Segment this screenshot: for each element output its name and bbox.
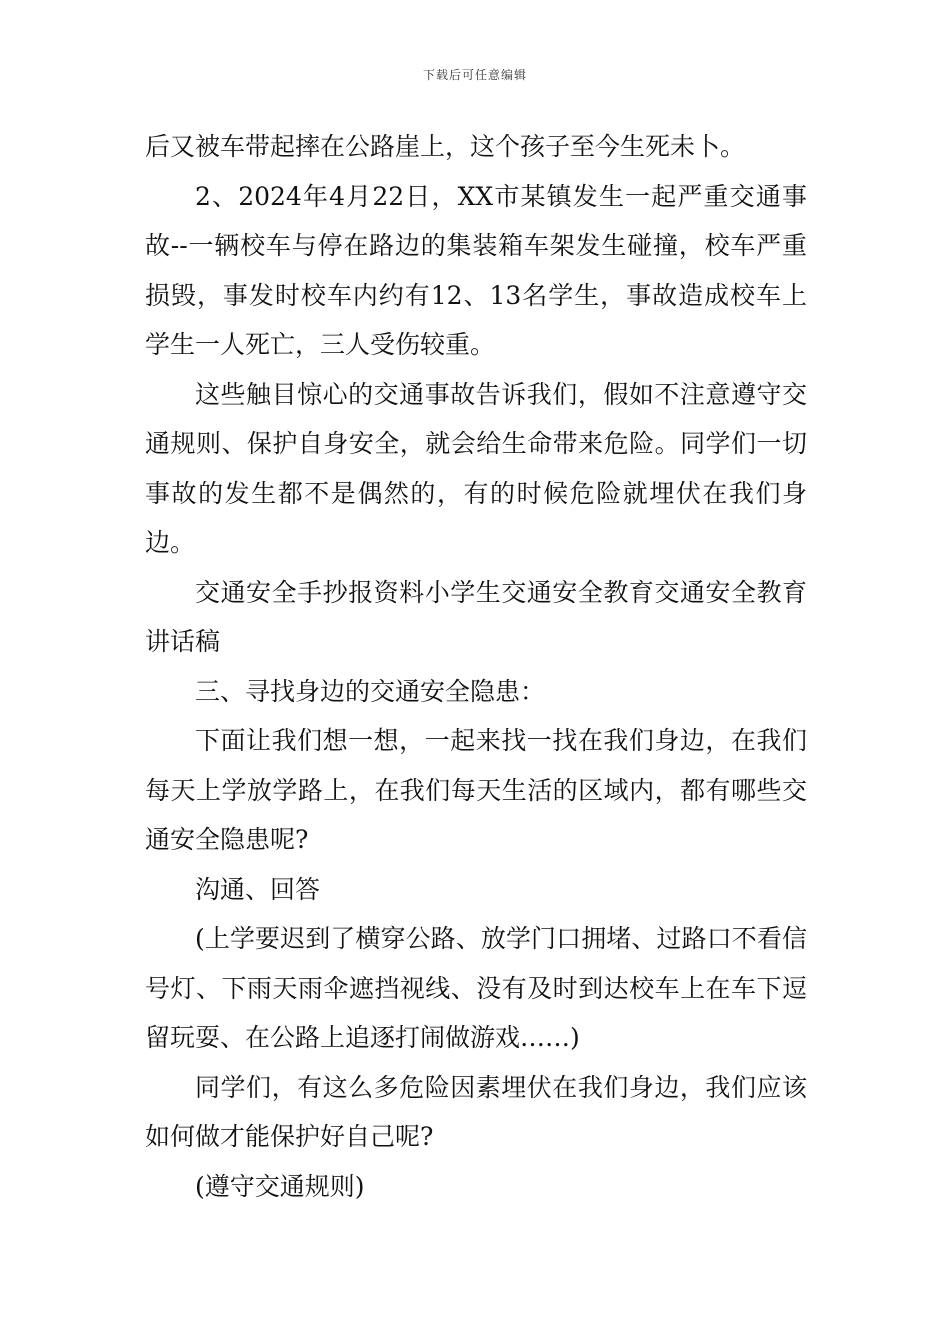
paragraph-hazards-list: (上学要迟到了横穿公路、放学门口拥堵、过路口不看信号灯、下雨天雨伞遮挡视线、没有及时到达校车上在车下逗留玩耍、在公路上追逐打闹做游戏……) [145,924,807,1052]
paragraph-protect-question: 同学们，有这么多危险因素埋伏在我们身边，我们应该如何做才能保护好自己呢? [145,1072,807,1151]
section-heading-3: 三、寻找身边的交通安全隐患： [195,676,546,706]
paragraph-answer: (遵守交通规则) [195,1171,365,1201]
paragraph-warning: 这些触目惊心的交通事故告诉我们，假如不注意遵守交通规则、保护自身安全，就会给生命带来危险。同学们一切事故的发生都不是偶然的，有的时候危险就埋伏在我们身边。 [145,379,807,557]
paragraph-continuation: 后又被车带起摔在公路崖上，这个孩子至今生死未卜。 [145,132,746,161]
paragraph-question: 下面让我们想一想，一起来找一找在我们身边，在我们每天上学放学路上，在我们每天生活的区域内，都有哪些交通安全隐患呢? [145,726,807,854]
document-body [145,122,807,1211]
header-note: 下载后可任意编辑 [422,68,527,82]
paragraph-discuss: 沟通、回答 [195,874,321,904]
paragraph-material-title: 交通安全手抄报资料小学生交通安全教育交通安全教育讲话稿 [145,577,807,656]
paragraph-accident-2: 2、2024年4月22日，XX市某镇发生一起严重交通事故--一辆校车与停在路边的集装箱车架发生碰撞，校车严重损毁，事发时校车内约有12、13名学生，事故造成校车上学生一人死亡，三人受伤较重。 [145,181,807,359]
